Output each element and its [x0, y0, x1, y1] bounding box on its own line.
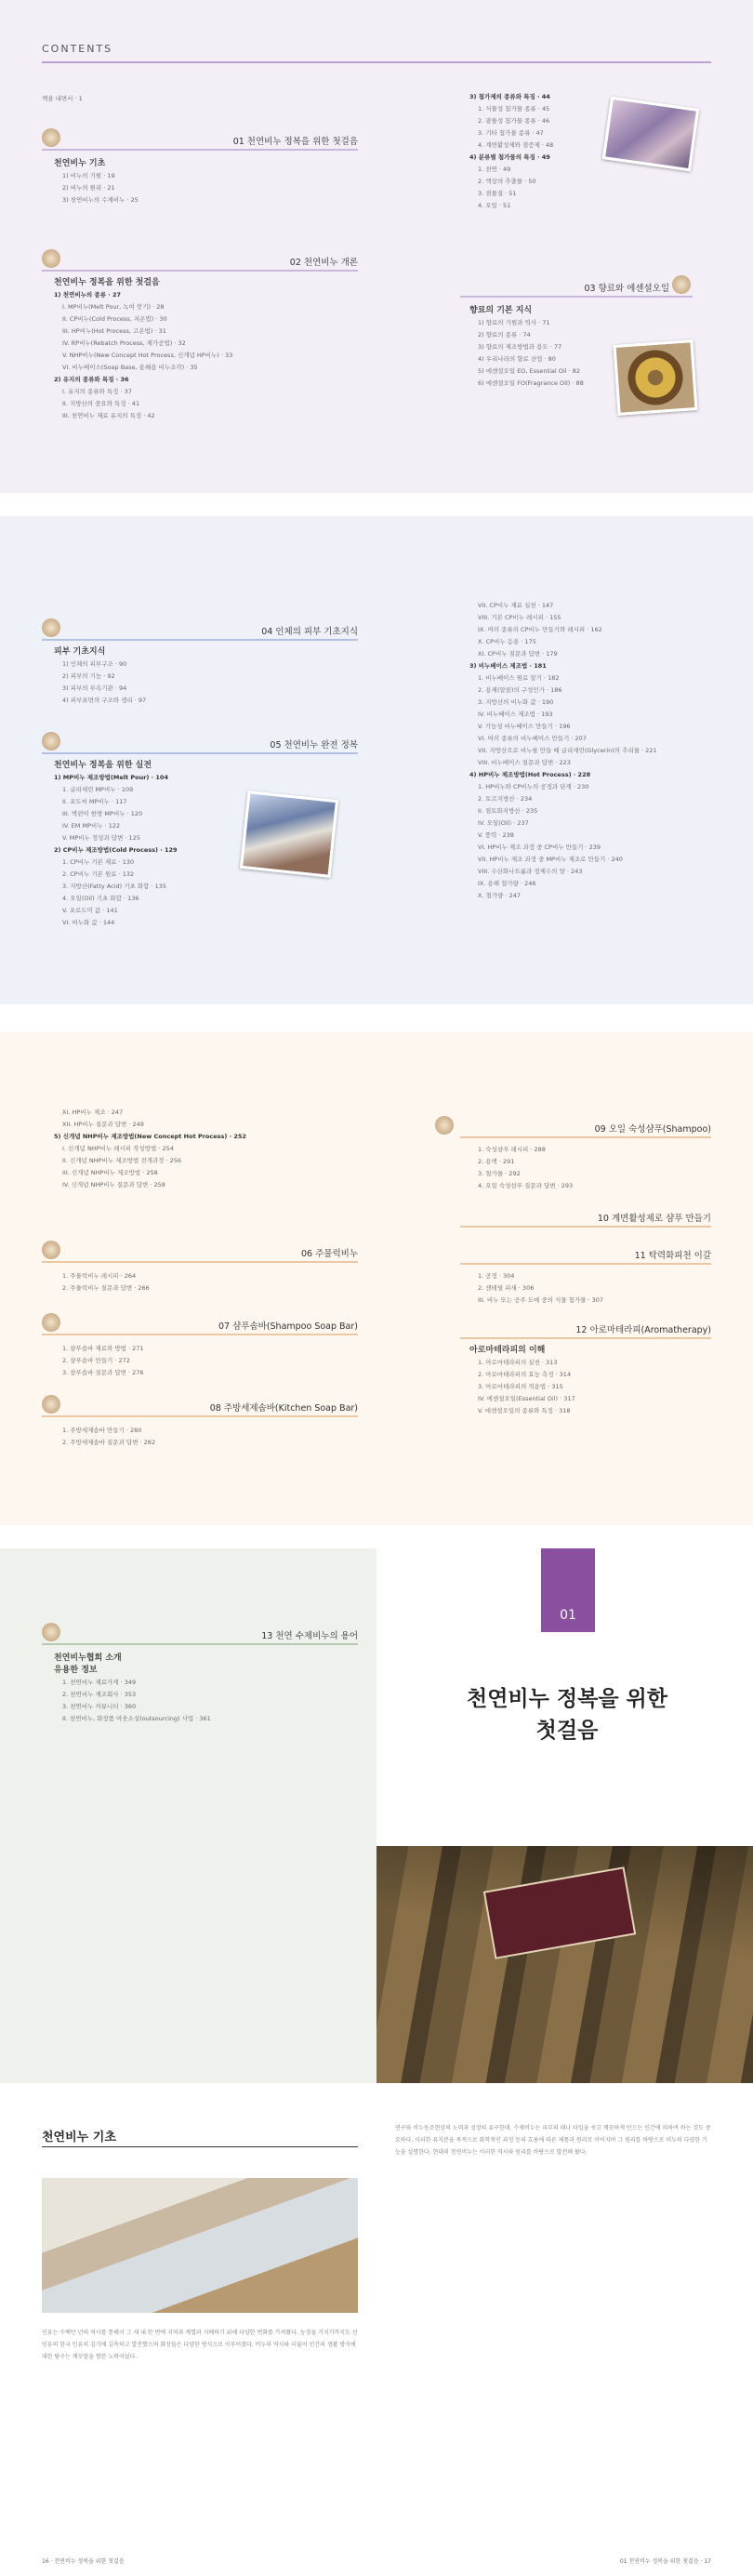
toc-item[interactable]: 2. 천연비누 제조회사 · 353 [62, 1691, 137, 1698]
section-head: 아로마테라피의 이해 [469, 1346, 546, 1355]
toc-item[interactable]: V. 포로도미 값 · 141 [62, 907, 118, 914]
chapter-rule [42, 1643, 358, 1645]
toc-item[interactable]: 2. 아로마테라피의 효능 측정 · 314 [478, 1371, 572, 1378]
toc-item[interactable]: 1) MP비누 제조방법(Melt Pour) · 104 [54, 774, 168, 781]
toc-item[interactable]: 1. 천연비누 재료가게 · 349 [62, 1679, 137, 1686]
toc-item[interactable]: 3) 향료의 제조방법과 용도 · 77 [478, 343, 562, 351]
toc-item[interactable]: 3. 천연비누 커뮤니티 · 360 [62, 1703, 137, 1710]
toc-item[interactable]: III. 벽련미 한방 MP비누 · 120 [62, 810, 143, 817]
toc-item[interactable]: 4. 오일 숙성샴푸 질문과 답변 · 293 [478, 1182, 574, 1189]
toc-item[interactable]: 4) 우리나라의 향료 산업 · 80 [478, 355, 556, 363]
toc-item[interactable]: 3. 지방산의 비누화 값 · 190 [478, 698, 554, 706]
toc-item[interactable]: 6) 에센셜오일 FO(Fragrance Oil) · 88 [478, 379, 584, 387]
chapter-number-block [541, 1548, 595, 1632]
toc-item[interactable]: I. 신개념 NHP비누 레시피 작성방법 · 254 [62, 1145, 174, 1152]
toc-item[interactable]: III. HP비누(Hot Process, 고온법) · 31 [62, 327, 166, 335]
toc-item[interactable]: XII. HP비누 질문과 답변 · 249 [62, 1121, 144, 1128]
toc-item[interactable]: II. 지방산의 중요와 특징 · 41 [62, 400, 140, 407]
toc-item[interactable]: 2) 향료의 종류 · 74 [478, 331, 531, 339]
chapter-rule [460, 1226, 711, 1228]
body-paragraph-left: 인류는 수백만 년의 역사를 통해서 그 세 내 한 번에 지역과 계열과 지배하기 위해 다양한 변화를 가져왔다. 농경을 거치기까지도 선인류의 한국 인류의 김기에 깊속하고 발전했으며 화장들은 다양한 방식으로 이루어졌다. 비누의 역사와 더불어 인간의 생활 방식에 대한 탐구는 깨끗함을 향한 노력이었다. [42, 2330, 358, 2360]
contents-title: CONTENTS [42, 43, 113, 55]
wreath-photo [613, 339, 697, 416]
toc-item[interactable]: 1) 천연비누의 종류 · 27 [54, 291, 122, 299]
chapter-icon [42, 1241, 60, 1259]
chapter-01-title[interactable]: 01 천연비누 정복을 위한 첫걸음 [232, 137, 358, 147]
toc-item[interactable]: II. 점토화지방산 · 235 [478, 807, 538, 815]
chapter-icon [42, 128, 60, 147]
chapter-rule [42, 1415, 358, 1417]
toc-item[interactable]: 1. HP비누와 CP비누의 공정과 단계 · 230 [478, 783, 589, 790]
toc-item[interactable]: X. CP비누 응용 · 175 [478, 638, 536, 645]
toc-item[interactable]: IV. 비누베이스 제조법 · 193 [478, 710, 553, 718]
toc-item[interactable]: III. 천연비누 재료 유지의 특징 · 42 [62, 412, 155, 419]
toc-item[interactable]: 4) 분류별 첨가물의 특징 · 49 [469, 153, 550, 161]
toc-item[interactable]: VI. 여러 종류의 비누베이스 만들기 · 207 [478, 735, 587, 742]
toc-item[interactable]: 1) 인체의 피부구조 · 90 [62, 660, 127, 668]
chapter-09-title[interactable]: 09 오일 숙성샴푸(Shampoo) [594, 1124, 711, 1135]
toc-item[interactable]: 4. 오일 · 51 [478, 202, 511, 209]
toc-item[interactable]: VII. 지방산으로 비누를 만들 때 글리세린(Glycerin)의 추리물 · 221 [478, 747, 657, 754]
toc-item[interactable]: V. MP비누 정성과 답변 · 125 [62, 834, 140, 842]
soap-label [483, 1866, 637, 1959]
section-head: 천연비누 정복을 위한 실전 [54, 761, 152, 770]
toc-item[interactable]: V. 풍력 · 238 [478, 831, 514, 839]
chapter-rule [42, 1334, 358, 1335]
section-head: 향료의 기본 지식 [469, 306, 533, 315]
toc-page-2 [0, 516, 753, 1004]
toc-item[interactable]: VI. 비누베이스(Soap Base, 용해용 비누조각) · 35 [62, 364, 198, 371]
toc-item[interactable]: 2. 토르지방산 · 234 [478, 795, 533, 803]
toc-item[interactable]: VII. HP비누 제조 과정 중 MP비누 제조로 만들기 · 240 [478, 856, 623, 863]
toc-item[interactable]: VIII. 비누베이스 질문과 답변 · 223 [478, 759, 571, 766]
chapter-05-title[interactable]: 05 천연비누 완전 정복 [270, 740, 358, 750]
title-rule [42, 2146, 358, 2147]
soap-photo [602, 97, 700, 172]
chapter-12-title[interactable]: 12 아로마테라피(Aromatherapy) [575, 1325, 711, 1335]
chapter-08-title[interactable]: 08 주방세제솝바(Kitchen Soap Bar) [209, 1403, 358, 1414]
toc-item[interactable]: 1. 숙성샴푸 레시피 · 288 [478, 1146, 546, 1153]
toc-item[interactable]: X. 첨가량 · 247 [478, 892, 522, 899]
toc-item[interactable]: 2) CP비누 제조방법(Cold Process) · 129 [54, 846, 178, 854]
toc-item[interactable]: III. 신개념 NHP비누 제조방법 · 258 [62, 1169, 158, 1176]
toc-item[interactable]: 1. 글리세린 MP비누 · 109 [62, 786, 134, 793]
toc-item[interactable]: 5) 에센셜오일 EO, Essential Oil · 82 [478, 367, 580, 375]
toc-item[interactable]: VII. CP비누 재료 실천 · 147 [478, 602, 554, 609]
chapter-04-title[interactable]: 04 인체의 피부 기초지식 [261, 627, 358, 637]
chapter-10-title[interactable]: 10 계면활성제로 샴푸 만들기 [597, 1214, 711, 1224]
toc-item[interactable]: VIII. 수산화나트륨과 정제수의 양 · 243 [478, 868, 583, 875]
chapter-opener-spread [0, 1548, 753, 2083]
toc-item[interactable]: 1. 주물럭비누 레시피 · 264 [62, 1272, 137, 1280]
toc-item[interactable]: 3. 샴푸솝바 질문과 답변 · 276 [62, 1369, 144, 1376]
toc-item[interactable]: 2. 광물성 첨가물 종류 · 46 [478, 117, 550, 125]
chapter-02-title[interactable]: 02 천연비누 개론 [289, 258, 358, 268]
toc-item[interactable]: II. 포도씨 MP비누 · 117 [62, 798, 127, 805]
footer-right: 01 천연비누 정복을 위한 첫걸음 · 17 [619, 2558, 711, 2565]
toc-page-3 [0, 1032, 753, 1525]
toc-item[interactable]: IX. 용해 첨가량 · 246 [478, 880, 536, 887]
toc-item[interactable]: 2. 주물럭비누 질문과 답변 · 266 [62, 1284, 150, 1292]
toc-item[interactable]: 1. 비누베이스 원료 알기 · 182 [478, 674, 560, 682]
section-head: 천연비누 기초 [54, 159, 106, 168]
toc-item[interactable]: XI. CP비누 질문과 답변 · 179 [478, 650, 558, 657]
toc-item[interactable]: 3) 피부의 부속기관 · 94 [62, 684, 127, 692]
toc-item[interactable]: V. 에센셜오일의 종류와 특징 · 318 [478, 1407, 571, 1414]
toc-item[interactable]: 4) HP비누 제조방법(Hot Process) · 228 [469, 771, 591, 778]
toc-item[interactable]: I. MP비누(Melt Pour, 녹여 붓기) · 28 [62, 303, 165, 311]
toc-item[interactable]: 1. 아로마테라피의 실천 · 313 [478, 1359, 558, 1366]
chapter-rule [42, 639, 358, 641]
body-spread [0, 2104, 753, 2576]
chapter-icon [42, 1623, 60, 1641]
chapter-03-title[interactable]: 03 향료와 에센셜오일 [584, 284, 669, 294]
toc-item[interactable]: IX. 여러 종류의 CP비누 만들기와 레시피 · 162 [478, 626, 602, 633]
toc-item[interactable]: XI. HP비누 제조 · 247 [62, 1109, 124, 1116]
chapter-icon [42, 732, 60, 750]
chapter-title-line-1: 천연비누 정복을 위한 [467, 1687, 667, 1711]
chapter-title-line-2: 첫걸음 [535, 1719, 599, 1743]
intro-entry[interactable]: 책을 내면서 · 1 [42, 95, 83, 102]
toc-item[interactable]: 1. 식물성 첨가물 종류 · 45 [478, 105, 550, 113]
toc-item[interactable]: 3) 비누베이스 제조법 · 181 [469, 662, 547, 670]
chapter-icon [435, 1116, 454, 1135]
toc-item[interactable]: 2) 유지의 종류와 특징 · 36 [54, 376, 129, 383]
soap-jars-photo [240, 790, 338, 878]
toc-item[interactable]: 3. 점물질 · 51 [478, 190, 517, 197]
toc-item[interactable]: VI. 비누화 값 · 144 [62, 919, 115, 926]
toc-item[interactable]: 4. 오일(Oil) 기초 화합 · 136 [62, 895, 139, 902]
toc-item[interactable]: 4. 계면활성제와 점증제 · 48 [478, 141, 554, 149]
toc-item[interactable]: I. 유지의 종류와 특징 · 37 [62, 388, 132, 395]
toc-item[interactable]: IV. EM MP비누 · 122 [62, 822, 121, 830]
toc-item[interactable]: 3) 천연비누의 수제비누 · 25 [62, 196, 139, 204]
chapter-rule [460, 296, 693, 298]
chapter-icon [42, 618, 60, 637]
toc-item[interactable]: VIII. 기본 CP비누 레시피 · 155 [478, 614, 561, 621]
toc-item[interactable]: V. NHP비누(New Concept Hot Process, 신개념 HP비누) · 33 [62, 352, 233, 359]
chapter-rule [42, 752, 358, 754]
toc-item[interactable]: IV. 에센셜오일(Essential Oil) · 317 [478, 1395, 575, 1402]
chapter-06-title[interactable]: 06 주물럭비누 [301, 1249, 358, 1259]
toc-item[interactable]: III. 비누 또는 공주 도예 중의 식물 첨가물 · 307 [478, 1296, 604, 1304]
toc-item[interactable]: 2. 주방세제솝바 질문과 답변 · 282 [62, 1439, 156, 1446]
toc-item[interactable]: 3. 아로마테라피의 적용법 · 315 [478, 1383, 563, 1390]
toc-item[interactable]: 1. 주방세제솝바 만들기 · 280 [62, 1427, 142, 1434]
toc-item[interactable]: II. 천연비누, 화장품 아웃소싱(outsourcing) 사업 · 361 [62, 1715, 211, 1722]
toc-item[interactable]: 2) 피부의 기능 · 92 [62, 672, 115, 680]
chapter-icon [672, 275, 691, 294]
toc-item[interactable]: V. 기능성 비누베이스 만들기 · 196 [478, 723, 571, 730]
chapter-rule [42, 270, 358, 272]
contents-rule [42, 61, 711, 63]
section-head: 천연비누협회 소개 [54, 1653, 122, 1663]
chapter-11-title[interactable]: 11 탁력화피천 이갈 [634, 1251, 711, 1261]
chapter-icon [42, 1395, 60, 1414]
toc-item[interactable]: 3. 첨가물 · 292 [478, 1170, 521, 1177]
toc-item[interactable]: 2. 샴푸솝바 만들기 · 272 [62, 1357, 130, 1364]
toc-item[interactable]: 3) 첨가제의 종류와 특징 · 44 [469, 93, 550, 100]
body-paragraph-right: 연구와 비누동조현상의 노력과 성장의 유구한데. 수제비누는 피부의 태나 타입을 씻고 깨끗하게 만드는 인간에 의하여 하는 것도 중요하다. 이러한 유지분을 목적으로 화학적인 과정 등의 흐름에 따른 제품과 원리로 이어지며 그 원리를 바탕으로 비누의 다양한 기능을 설명한다. 현대의 천연비누는 이러한 역사와 원리를 바탕으로 발전해 왔다. [395, 2125, 711, 2156]
toc-item[interactable]: 3. 지방산(Fatty Acid) 기초 화합 · 135 [62, 883, 167, 890]
toc-item[interactable]: 2. CP비누 기본 원료 · 132 [62, 870, 135, 878]
workshop-photo [42, 2178, 358, 2313]
toc-item[interactable]: IV. 오일(Oil) · 237 [478, 819, 529, 827]
toc-item[interactable]: 2. 용제(알콜)의 구성인가 · 186 [478, 686, 562, 694]
soap-bars-photo [376, 1846, 753, 2083]
toc-item[interactable]: 2. 용액 · 291 [478, 1158, 515, 1165]
toc-item[interactable]: IV. RP비누(Rebatch Process, 재가공법) · 32 [62, 339, 186, 347]
toc-item[interactable]: 1) 향료의 기원과 역사 · 71 [478, 319, 550, 326]
chapter-13-title[interactable]: 13 천연 수제비누의 용어 [261, 1631, 358, 1641]
chapter-rule [42, 149, 358, 151]
chapter-rule [460, 1263, 711, 1265]
toc-item[interactable]: IV. 신개념 NHP비누 질문과 답변 · 258 [62, 1181, 165, 1188]
section-title: 천연비누 기초 [42, 2131, 116, 2144]
section-head: 피부 기초지식 [54, 647, 106, 657]
toc-item[interactable]: 1. CP비누 기본 재료 · 130 [62, 858, 135, 866]
toc-item[interactable]: 2) 비누의 원리 · 21 [62, 184, 115, 192]
chapter-07-title[interactable]: 07 샴푸솝바(Shampoo Soap Bar) [218, 1321, 358, 1332]
toc-item[interactable]: VI. HP비누 제조 과정 중 CP비누 만들기 · 239 [478, 843, 601, 851]
toc-item[interactable]: 2. 샌테릴 피새 · 306 [478, 1284, 535, 1292]
toc-item[interactable]: 3. 기타 첨가물 종류 · 47 [478, 129, 544, 137]
toc-item[interactable]: 1. 공정 · 304 [478, 1272, 515, 1280]
toc-item[interactable]: 4) 피부표면의 구조와 생리 · 97 [62, 697, 147, 704]
toc-item[interactable]: II. CP비누(Cold Process, 저온법) · 30 [62, 315, 167, 323]
chapter-rule [460, 1136, 711, 1138]
chapter-rule [460, 1337, 711, 1339]
toc-item[interactable]: 2. 액상의 추출물 · 50 [478, 178, 536, 185]
toc-item[interactable]: 5) 신개념 NHP비누 제조방법(New Concept Hot Process) · 252 [54, 1133, 246, 1140]
chapter-opener-title [390, 1683, 744, 1746]
chapter-icon [42, 249, 60, 268]
section-head: 유용한 정보 [54, 1666, 98, 1675]
toc-item[interactable]: 1. 천연 · 49 [478, 166, 511, 173]
section-head: 천연비누 정복을 위한 첫걸음 [54, 278, 160, 287]
chapter-icon [42, 1313, 60, 1332]
footer-left: 16 · 천연비누 정복을 위한 첫걸음 [42, 2558, 125, 2565]
chapter-rule [42, 1261, 358, 1263]
toc-item[interactable]: 1) 비누의 기원 · 19 [62, 172, 115, 179]
toc-item[interactable]: 1. 샴푸솝바 재료와 방법 · 271 [62, 1345, 144, 1352]
chapter-number: 01 [560, 1608, 576, 1623]
toc-page-1 [0, 0, 753, 493]
toc-item[interactable]: II. 신개념 NHP비누 제조방법 전개과정 · 256 [62, 1157, 182, 1164]
